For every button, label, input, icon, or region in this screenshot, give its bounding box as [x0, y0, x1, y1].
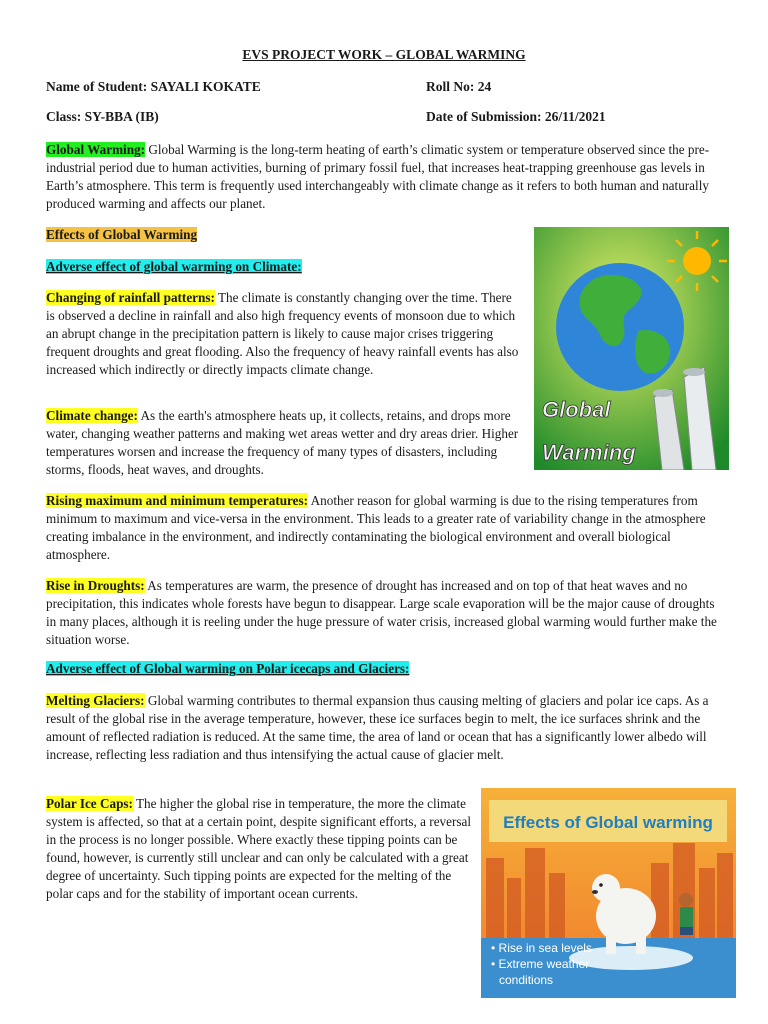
effects-illustration	[481, 788, 736, 998]
effects-heading: Effects of Global Warming	[46, 227, 198, 242]
submission-date: Date of Submission: 26/11/2021	[426, 109, 606, 124]
intro-text: Global Warming is the long-term heating of earth’s climatic system or temperature observed since the pre-industrial period due to human activities, burning of primary fossil fuel, that increases heat-trapping greenhouse gas levels in Earth’s atmosphere. This term is frequently used interchangeably with climate change as it refers to both human and naturally produced warming and affects our planet.	[46, 142, 710, 211]
icecaps-text: The higher the global rise in temperature, the more the climate system is affected, so that at a certain point, despite significant efforts, a reversal in the process is no longer possible. Where exactly these tipping points can be found, however, is currently still unclear and can only be calculated with a great degree of uncertainty. Such tipping points are expected for the melting of the polar caps and for the stability of important ocean currents.	[46, 796, 472, 901]
global-warming-illustration	[534, 227, 729, 470]
rainfall-paragraph	[46, 289, 522, 379]
poster-bullet-conditions: conditions	[499, 973, 554, 987]
poster-bullet-extreme-weather: • Extreme weather	[491, 957, 590, 971]
class-info: Class: SY-BBA (IB)	[46, 109, 159, 124]
intro-term: Global Warming:	[46, 142, 146, 157]
student-name: Name of Student: SAYALI KOKATE	[46, 79, 261, 94]
illustration-word-global: Global	[542, 397, 611, 422]
glaciers-paragraph	[46, 692, 726, 764]
temperatures-paragraph	[46, 492, 726, 564]
glaciers-term: Melting Glaciers:	[46, 693, 145, 708]
icecaps-paragraph	[46, 795, 474, 903]
poster-bullet-sea-levels: • Rise in sea levels	[491, 941, 592, 955]
globe-icon	[556, 263, 684, 391]
droughts-paragraph	[46, 577, 726, 649]
icecaps-term: Polar Ice Caps:	[46, 796, 133, 811]
climate-change-paragraph	[46, 407, 522, 479]
glaciers-text: Global warming contributes to thermal expansion thus causing melting of glaciers and polar ice caps. As a result of the global rise in the average temperature, however, these ice surfaces begin to melt, the ice surfaces shrink and the amount of reflected radiation is reduced. At the same time, the area of land or ocean that has a significantly lower albedo will increase, reflecting less radiation and thus intensifying the actual cause of glacier melt.	[46, 693, 709, 762]
climate-change-term: Climate change:	[46, 408, 138, 423]
climate-change-text: As the earth's atmosphere heats up, it collects, retains, and drops more water, changing weather patterns and making wet areas wetter and dry areas drier. Higher temperatures worsen and increase the frequency of many types of disasters, including storms, floods, heat waves, and droughts.	[46, 408, 519, 477]
roll-number: Roll No: 24	[426, 79, 492, 94]
rainfall-text: The climate is constantly changing over the time. There is observed a decline in rainfall and also high frequency events of monsoon due to which an abrupt change in the precipitation pattern is likely to cause major crises triggering frequent droughts and great flooding. Also the frequency of heavy rainfall events has also increased which indirectly or directly impacts climate change.	[46, 290, 519, 377]
rainfall-term: Changing of rainfall patterns:	[46, 290, 215, 305]
sitting-person-icon	[679, 893, 693, 935]
illustration-word-warming: Warming	[542, 440, 636, 465]
temperatures-text: Another reason for global warming is due to the rising temperatures from minimum to maximum and vice-versa in the environment. This leads to a greater rate of variability change in the atmosphere creating imbalance in the environment, and indirectly contaminating the biological environment and overall biological atmosphere.	[46, 493, 706, 562]
droughts-text: As temperatures are warm, the presence of drought has increased and on top of that heat waves and no precipitation, this indicates whole forests have begun to disappear. Large scale evaporation will be the major cause of droughts in many places, although it is reeling under the huge pressure of water crisis, increased global warming would further make the situation worse.	[46, 578, 717, 647]
polar-section-heading: Adverse effect of Global warming on Polar icecaps and Glaciers:	[46, 661, 410, 676]
temperatures-term: Rising maximum and minimum temperatures:	[46, 493, 309, 508]
climate-section-heading: Adverse effect of global warming on Climate:	[46, 259, 302, 274]
document-title: EVS PROJECT WORK – GLOBAL WARMING	[242, 47, 526, 62]
poster-title: Effects of Global warming	[503, 813, 713, 832]
droughts-term: Rise in Droughts:	[46, 578, 145, 593]
intro-paragraph	[46, 141, 726, 213]
